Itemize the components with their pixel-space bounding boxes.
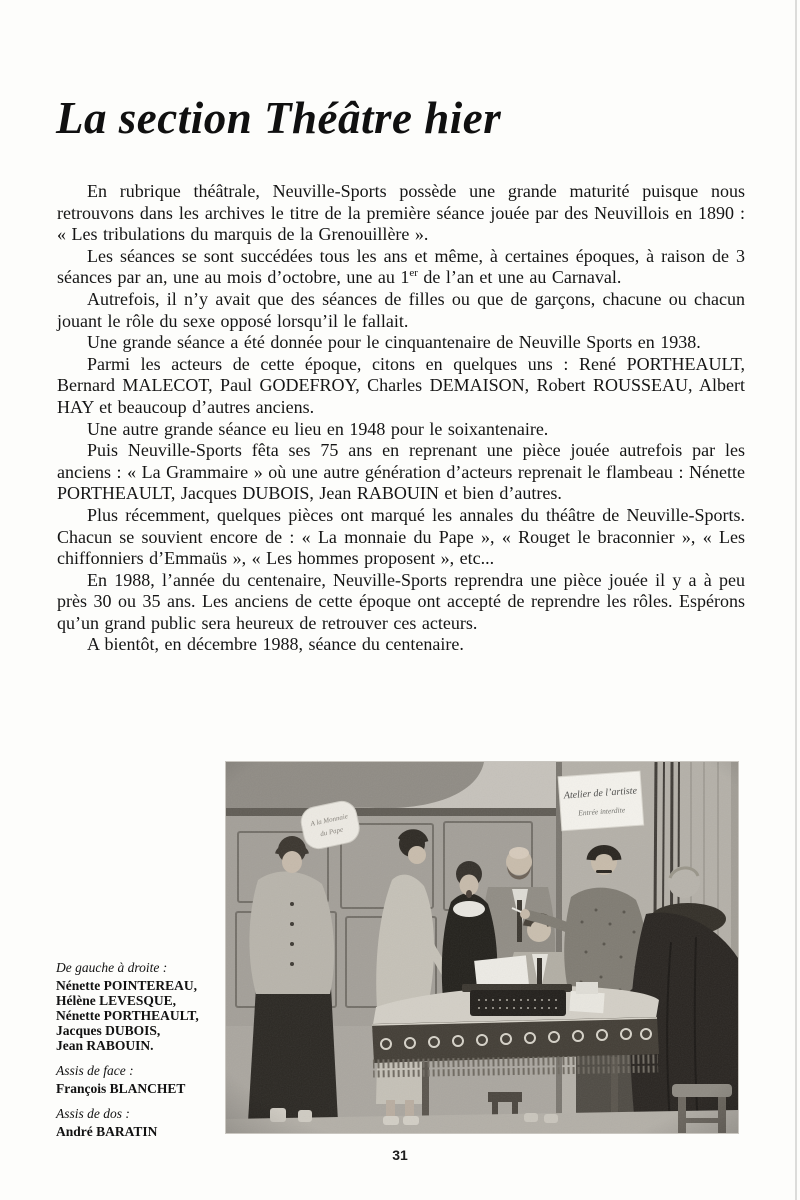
caption-group-seated-facing bbox=[56, 1063, 228, 1096]
caption-label: Assis de dos : bbox=[56, 1106, 130, 1121]
paragraph-text: Les séances se sont succédées tous les ans et même, à certaines époques, à raison de 3 séances par an, une au mois d’octobre, une au 1 bbox=[57, 245, 745, 288]
paragraph: Plus récemment, quelques pièces ont marqué les annales du théâtre de Neuville-Sports. Chacun se souvient encore de : « La monnaie du Pape », « Rouget le braconnier », « Les chiffonniers d’Emmaüs », « Les hommes proposent », etc... bbox=[57, 504, 745, 569]
paragraph-text: de l’an et une au Carnaval. bbox=[417, 267, 622, 288]
caption-name: André BARATIN bbox=[56, 1124, 158, 1139]
photo-vignette-overlay bbox=[226, 762, 738, 1133]
photo-caption bbox=[56, 960, 228, 1149]
paragraph: En rubrique théâtrale, Neuville-Sports possède une grande maturité puisque nous retrouvons dans les archives le titre de la première séance jouée par des Neuvillois en 1890 : « Les tribulations du marquis de la Grenouillère ». bbox=[57, 181, 745, 245]
caption-name: Hélène LEVESQUE, bbox=[56, 993, 177, 1008]
paragraph: Autrefois, il n’y avait que des séances de filles ou que de garçons, chacune ou chacun jouant le rôle du sexe opposé lorsqu’il le fallait. bbox=[57, 288, 745, 331]
caption-label: Assis de face : bbox=[56, 1063, 134, 1078]
paragraph bbox=[57, 246, 745, 289]
theatre-photograph bbox=[226, 762, 738, 1133]
scan-edge-artifact bbox=[795, 0, 797, 1200]
ordinal-superscript: er bbox=[409, 267, 418, 280]
article-body bbox=[57, 181, 745, 656]
page-title: La section Théâtre hier bbox=[56, 93, 502, 144]
caption-name: Jean RABOUIN. bbox=[56, 1038, 154, 1053]
caption-group-seated-back bbox=[56, 1106, 228, 1139]
caption-group-standing bbox=[56, 960, 228, 1053]
photo-illustration bbox=[226, 762, 738, 1133]
paragraph: Parmi les acteurs de cette époque, citons en quelques uns : René PORTHEAULT, Bernard MALECOT, Paul GODEFROY, Charles DEMAISON, Robert ROUSSEAU, Albert HAY et beaucoup d’autres anciens. bbox=[57, 353, 745, 417]
page-number: 31 bbox=[392, 1147, 408, 1163]
caption-name: Jacques DUBOIS, bbox=[56, 1023, 161, 1038]
paragraph: En 1988, l’année du centenaire, Neuville-Sports reprendra une pièce jouée il y a à peu près 30 ou 35 ans. Les anciens de cette époque ont accepté de reprendre les rôles. Espérons qu’un grand public sera heureux de retrouver ces acteurs. bbox=[57, 569, 745, 633]
paragraph: Puis Neuville-Sports fêta ses 75 ans en reprenant une pièce jouée autrefois par les anciens : « La Grammaire » où une autre génération d’acteurs reprenait le flambeau : Nénette PORTHEAULT, Jacques DUBOIS, Jean RABOUIN et bien d’autres. bbox=[57, 440, 745, 504]
paragraph: A bientôt, en décembre 1988, séance du centenaire. bbox=[87, 634, 464, 655]
caption-label: De gauche à droite : bbox=[56, 960, 168, 975]
paragraph: Une grande séance a été donnée pour le cinquantenaire de Neuville Sports en 1938. bbox=[87, 332, 701, 353]
caption-name: Nénette POINTEREAU, bbox=[56, 978, 197, 993]
caption-name: Nénette PORTHEAULT, bbox=[56, 1008, 199, 1023]
caption-name: François BLANCHET bbox=[56, 1081, 186, 1096]
paragraph: Une autre grande séance eu lieu en 1948 pour le soixantenaire. bbox=[87, 418, 549, 439]
